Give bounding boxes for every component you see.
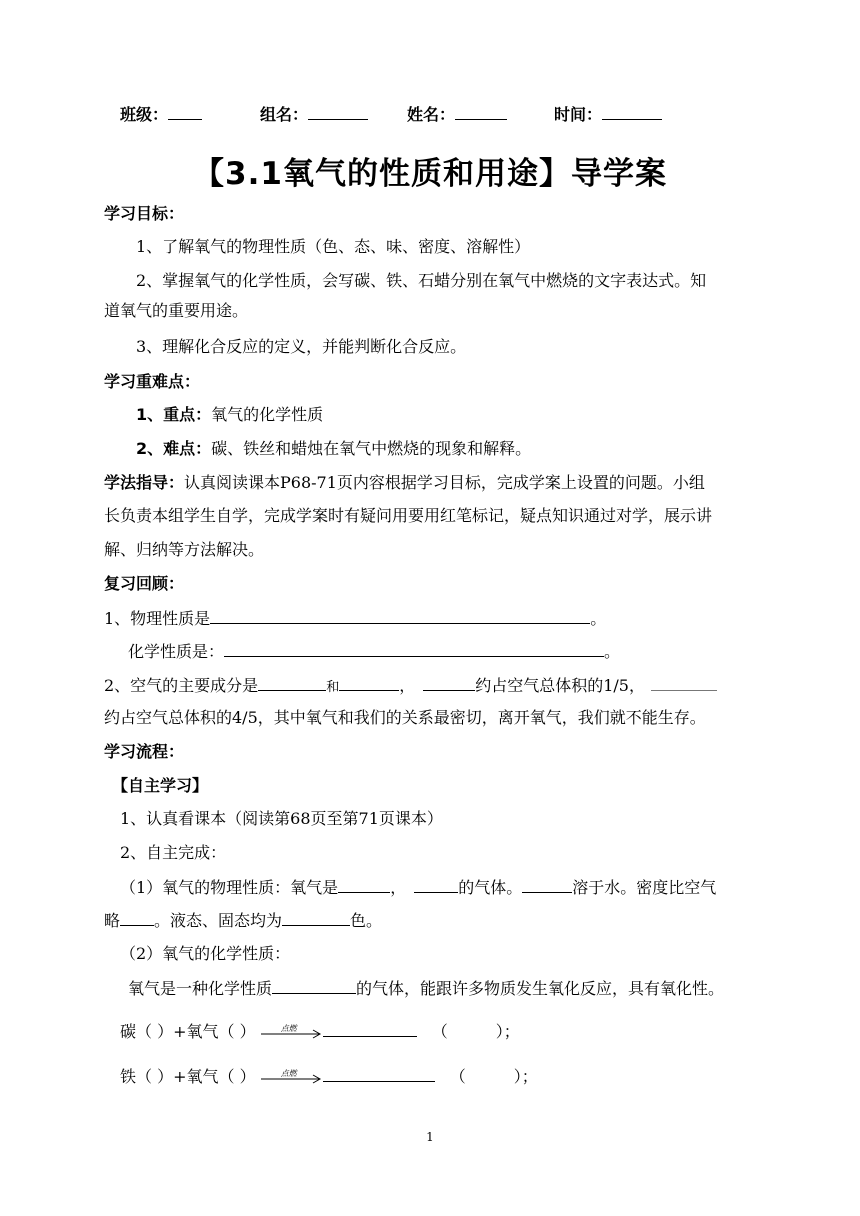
reaction-arrow: 点燃 (261, 1025, 323, 1041)
iron-product-blank[interactable] (323, 1065, 435, 1082)
review-q2: 2、空气的主要成分是 和 ， 约占空气总体积的1/5， (104, 674, 717, 699)
review-q1b: 化学性质是： 。 (128, 642, 621, 661)
solubility-blank[interactable] (522, 876, 572, 893)
method-line-2: 长负责本组学生自学，完成学案时有疑问用要用红笔标记，疑点知识通过对学，展示讲 (104, 506, 713, 525)
self-study-heading: 【自主学习】 (112, 776, 209, 795)
liquid-color-blank[interactable] (282, 909, 350, 926)
key-point-2: 2、难点：碳、铁丝和蜡烛在氧气中燃烧的现象和解释。 (136, 439, 532, 458)
class-blank[interactable] (168, 103, 202, 120)
physical-property-line-1: （1）氧气的物理性质：氧气是 ， 的气体。 溶于水。密度比空气 (120, 878, 717, 897)
review-q1: 1、物理性质是 。 (104, 609, 607, 628)
flow-heading: 学习流程： (104, 742, 185, 761)
objective-item-3: 3、理解化合反应的定义，并能判断化合反应。 (136, 337, 467, 356)
method-line-3: 解、归纳等方法解决。 (104, 540, 265, 559)
physical-property-line-2: 略 。液态、固态均为 色。 (104, 911, 383, 930)
time-blank[interactable] (602, 103, 662, 120)
color-state-blank[interactable] (338, 876, 390, 893)
key-point-1: 1、重点：氧气的化学性质 (136, 405, 324, 424)
component-blank-1[interactable] (258, 674, 326, 691)
page-title: 【3.1氧气的性质和用途】导学案 (193, 156, 667, 192)
group-field: 组名： (260, 102, 368, 125)
name-field: 姓名： (407, 102, 507, 125)
objective-item-2a: 2、掌握氧气的化学性质，会写碳、铁、石蜡分别在氧气中燃烧的文字表达式。知 (136, 271, 707, 290)
class-field: 班级： (120, 102, 202, 125)
density-blank[interactable] (120, 909, 154, 926)
component-blank-2[interactable] (339, 674, 399, 691)
review-heading: 复习回顾： (104, 574, 185, 593)
name-blank[interactable] (455, 103, 507, 120)
smell-blank[interactable] (414, 876, 458, 893)
arrow-icon (261, 1070, 323, 1086)
page-number: 1 (426, 1130, 434, 1144)
flow-step-2: 2、自主完成： (120, 843, 227, 862)
flow-step-1: 1、认真看课本（阅读第68页至第71页课本） (120, 809, 443, 828)
objective-item-2b: 道氧气的重要用途。 (104, 301, 249, 320)
objective-item-1: 1、了解氧气的物理性质（色、态、味、密度、溶解性） (136, 237, 531, 256)
chemical-activity-blank[interactable] (272, 977, 356, 994)
key-points-heading: 学习重难点： (104, 372, 201, 391)
group-blank[interactable] (308, 103, 368, 120)
carbon-product-blank[interactable] (323, 1020, 417, 1037)
arrow-icon (261, 1025, 323, 1041)
reaction-arrow: 点燃 (261, 1070, 323, 1086)
chemical-property-blank[interactable] (224, 640, 604, 657)
carbon-equation: 碳（ ）+氧气（ ） 点燃 （ ）； (120, 1022, 520, 1041)
nitrogen-blank[interactable] (651, 674, 717, 691)
oxygen-blank[interactable] (423, 674, 475, 691)
review-q2-line2: 约占空气总体积的4/5，其中氧气和我们的关系最密切，离开氧气，我们就不能生存。 (104, 708, 706, 727)
objectives-heading: 学习目标： (104, 204, 185, 223)
chemical-property-heading: （2）氧气的化学性质： (120, 944, 291, 963)
chemical-property-line: 氧气是一种化学性质 的气体，能跟许多物质发生氧化反应，具有氧化性。 (128, 979, 725, 998)
time-field: 时间： (554, 102, 662, 125)
physical-property-blank[interactable] (210, 607, 590, 624)
iron-equation: 铁（ ）+氧气（ ） 点燃 （ ）； (120, 1067, 538, 1086)
method-line-1: 学法指导：认真阅读课本P68-71页内容根据学习目标，完成学案上设置的问题。小组 (104, 473, 705, 492)
